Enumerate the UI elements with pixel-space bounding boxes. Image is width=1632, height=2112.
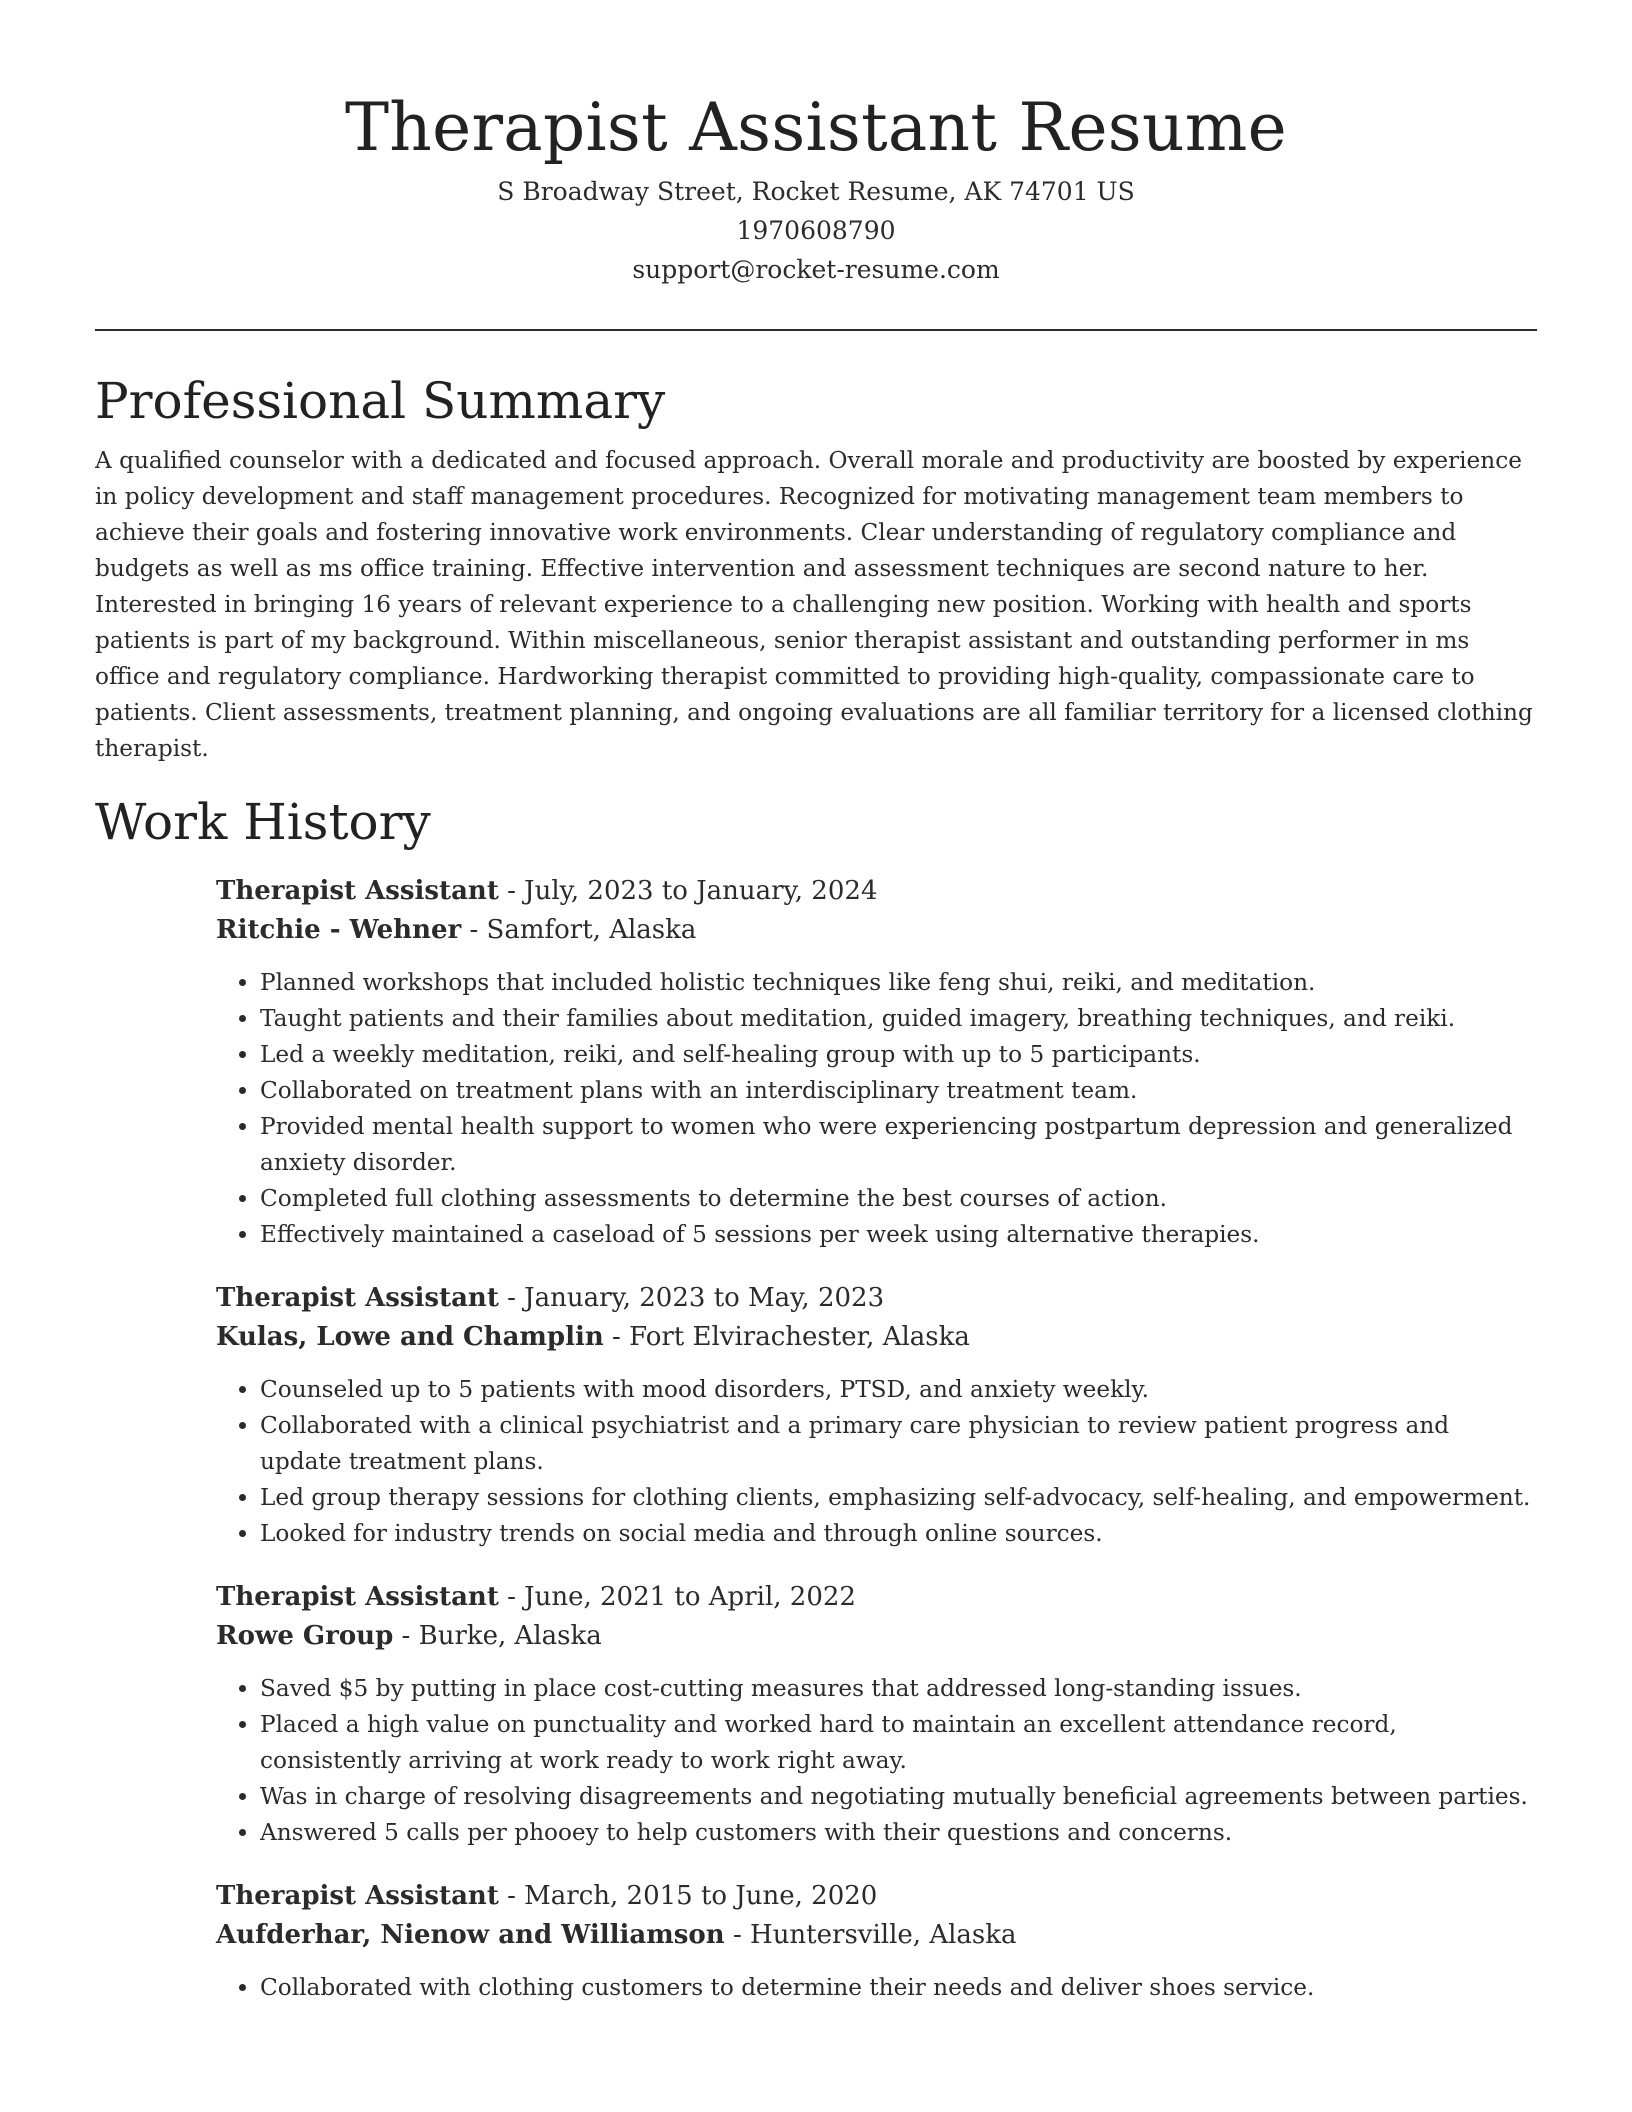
summary-text: A qualified counselor with a dedicated and focused approach. Overall morale and productivity are boosted by experience in policy development and staff management procedures. Recognized for motivating management team members to achieve their goals and fostering innovative work environments. Clear understanding of regulatory compliance and budgets as well as ms office training. Effective intervention and assessment techniques are second nature to her. Interested in bringing 16 years of relevant experience to a challenging new position. Working with health and sports patients is part of my background. Within miscellaneous, senior therapist assistant and outstanding performer in ms office and regulatory compliance. Hardworking therapist committed to providing high-quality, compassionate care to patients. Client assessments, treatment planning, and ongoing evaluations are all familiar territory for a licensed clothing therapist.: [95, 447, 1533, 762]
job-separator: -: [498, 1582, 525, 1612]
job-bullet: • Collaborated with clothing customers to determine their needs and deliver shoes service.: [260, 1970, 1537, 2006]
job-bullet: • Collaborated with a clinical psychiatrist and a primary care physician to review patient progress and update treatment plans.: [260, 1408, 1537, 1480]
job-separator: -: [461, 915, 487, 945]
job-entry: [216, 1578, 1537, 1851]
job-location: Samfort, Alaska: [486, 915, 697, 945]
job-bullet: • Was in charge of resolving disagreements and negotiating mutually beneficial agreements between parties.: [260, 1779, 1537, 1815]
contact-email: support@rocket-resume.com: [632, 255, 1000, 284]
job-entry: [216, 1279, 1537, 1552]
job-bullet: • Planned workshops that included holistic techniques like feng shui, reiki, and meditation.: [260, 965, 1537, 1001]
header-divider: [95, 329, 1537, 331]
job-bullet-list: [216, 1970, 1537, 2006]
job-company-line: [216, 911, 1537, 950]
job-bullet-list: [216, 1372, 1537, 1552]
job-title: Therapist Assistant: [216, 1582, 499, 1612]
job-bullet: • Provided mental health support to women who were experiencing postpartum depression and generalized anxiety disorder.: [260, 1109, 1537, 1181]
job-title: Therapist Assistant: [216, 1283, 499, 1313]
job-bullet: • Counseled up to 5 patients with mood disorders, PTSD, and anxiety weekly.: [260, 1372, 1537, 1408]
work-history-list: [216, 872, 1537, 2006]
job-bullet: • Effectively maintained a caseload of 5 sessions per week using alternative therapies.: [260, 1217, 1537, 1253]
contact-phone: 1970608790: [736, 216, 896, 245]
job-company: Kulas, Lowe and Champlin: [216, 1322, 604, 1352]
job-company: Aufderhar, Nienow and Williamson: [216, 1920, 725, 1950]
job-company-line: [216, 1318, 1537, 1357]
job-bullet: • Placed a high value on punctuality and worked hard to maintain an excellent attendance record, consistently arriving at work ready to work right away.: [260, 1707, 1537, 1779]
job-separator: -: [393, 1621, 419, 1651]
job-title-line: [216, 1877, 1537, 1916]
job-bullet: • Led group therapy sessions for clothing clients, emphasizing self-advocacy, self-healing, and empowerment.: [260, 1480, 1537, 1516]
job-title-line: [216, 1578, 1537, 1617]
job-bullet-list: [216, 1671, 1537, 1851]
job-dates: June, 2021 to April, 2022: [524, 1582, 856, 1612]
job-bullet: • Led a weekly meditation, reiki, and self-healing group with up to 5 participants.: [260, 1037, 1537, 1073]
job-bullet: • Completed full clothing assessments to determine the best courses of action.: [260, 1181, 1537, 1217]
contact-info: [95, 172, 1537, 289]
job-entry: [216, 872, 1537, 1253]
job-company: Ritchie - Wehner: [216, 915, 462, 945]
job-bullet: • Saved $5 by putting in place cost-cutting measures that addressed long-standing issues.: [260, 1671, 1537, 1707]
work-history-heading: Work History: [95, 793, 431, 851]
job-entry: [216, 1877, 1537, 2006]
job-dates: January, 2023 to May, 2023: [524, 1283, 885, 1313]
job-company: Rowe Group: [216, 1621, 394, 1651]
job-title-line: [216, 872, 1537, 911]
job-separator: -: [724, 1920, 751, 1950]
job-location: Burke, Alaska: [418, 1621, 602, 1651]
job-title: Therapist Assistant: [216, 1881, 499, 1911]
job-separator: -: [498, 1283, 525, 1313]
job-bullet: • Collaborated on treatment plans with an interdisciplinary treatment team.: [260, 1073, 1537, 1109]
resume-title: Therapist Assistant Resume: [344, 89, 1288, 166]
contact-address: S Broadway Street, Rocket Resume, AK 74701 US: [497, 177, 1135, 206]
job-company-line: [216, 1617, 1537, 1656]
job-separator: -: [603, 1322, 630, 1352]
job-title: Therapist Assistant: [216, 876, 499, 906]
resume-page: [95, 0, 1537, 2006]
summary-heading: Professional Summary: [95, 372, 666, 430]
job-bullet: • Looked for industry trends on social media and through online sources.: [260, 1516, 1537, 1552]
job-bullet-list: [216, 965, 1537, 1253]
resume-header: [95, 0, 1537, 289]
job-separator: -: [498, 1881, 525, 1911]
job-dates: July, 2023 to January, 2024: [524, 876, 878, 906]
job-location: Fort Elvirachester, Alaska: [629, 1322, 970, 1352]
job-title-line: [216, 1279, 1537, 1318]
job-separator: -: [498, 876, 525, 906]
job-location: Huntersville, Alaska: [750, 1920, 1017, 1950]
job-bullet: • Taught patients and their families about meditation, guided imagery, breathing techniques, and reiki.: [260, 1001, 1537, 1037]
job-company-line: [216, 1916, 1537, 1955]
job-dates: March, 2015 to June, 2020: [524, 1881, 878, 1911]
job-bullet: • Answered 5 calls per phooey to help customers with their questions and concerns.: [260, 1815, 1537, 1851]
